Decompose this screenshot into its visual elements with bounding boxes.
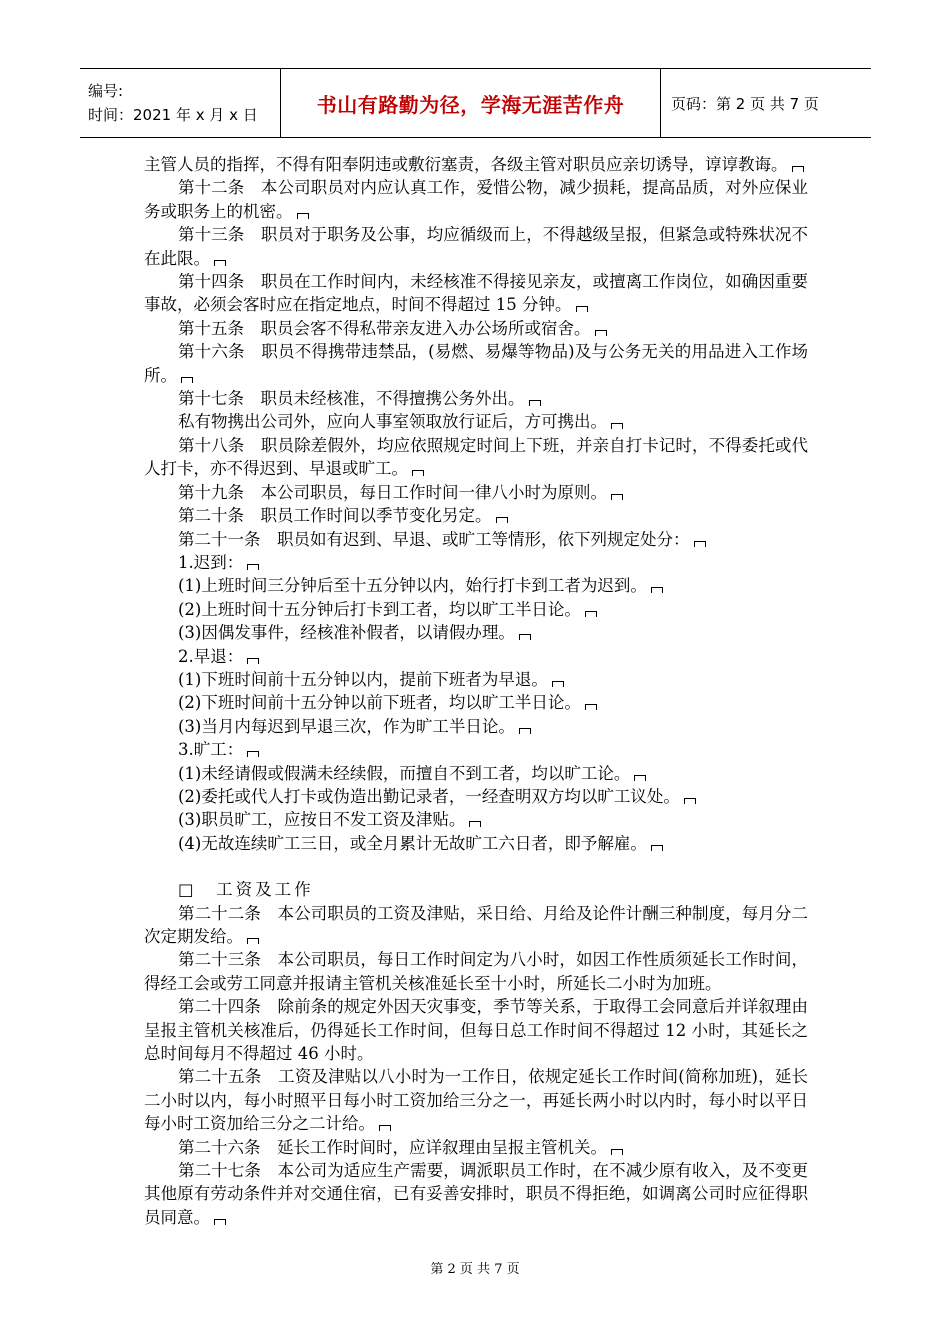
page-footer: 第 2 页 共 7 页 bbox=[430, 1262, 520, 1277]
paragraph-mark-icon bbox=[247, 751, 259, 757]
paragraph-mark-icon bbox=[529, 400, 541, 406]
paragraph-mark-icon bbox=[214, 260, 226, 266]
paragraph-text: 主管人员的指挥，不得有阳奉阴违或敷衍塞责，各级主管对职员应亲切诱导，谆谆教诲。 bbox=[144, 155, 788, 174]
paragraph bbox=[144, 645, 808, 668]
paragraph-mark-icon bbox=[247, 938, 259, 944]
paragraph bbox=[144, 785, 808, 808]
paragraph bbox=[144, 504, 808, 527]
paragraph-text: 第十五条 职员会客不得私带亲友进入办公场所或宿舍。 bbox=[178, 318, 591, 338]
paragraph-mark-icon bbox=[585, 704, 597, 710]
paragraph bbox=[144, 410, 808, 433]
paragraph-text: (4)无故连续旷工三日，或全月累计无故旷工六日者，即予解雇。 bbox=[178, 833, 647, 853]
paragraph-mark-icon bbox=[792, 166, 804, 172]
paragraph bbox=[144, 902, 808, 949]
paragraph-mark-icon bbox=[297, 213, 309, 219]
paragraph bbox=[144, 691, 808, 714]
paragraph-text: (3)因偶发事件，经核准补假者，以请假办理。 bbox=[178, 623, 515, 643]
paragraph-mark-icon bbox=[684, 798, 696, 804]
document-date: 时间：2021 年 x 月 x 日 bbox=[88, 106, 258, 124]
paragraph-mark-icon bbox=[247, 658, 259, 664]
paragraph bbox=[144, 995, 808, 1065]
paragraph bbox=[144, 1159, 808, 1229]
paragraph bbox=[144, 176, 808, 223]
paragraph-mark-icon bbox=[694, 541, 706, 547]
paragraph-mark-icon bbox=[576, 306, 588, 312]
paragraph bbox=[144, 715, 808, 738]
paragraph bbox=[144, 434, 808, 481]
paragraph-text: (1)上班时间三分钟后至十五分钟以内，始行打卡到工者为迟到。 bbox=[178, 576, 647, 596]
paragraph-text: 第二十一条 职员如有迟到、早退、或旷工等情形，依下列规定处分： bbox=[178, 529, 690, 549]
paragraph-mark-icon bbox=[469, 821, 481, 827]
paragraph-text: (3)当月内每迟到早退三次，作为旷工半日论。 bbox=[178, 716, 515, 736]
paragraph-text: 第二十五条 工资及津贴以八小时为一工作日，依规定延长工作时间(简称加班)，延长二小时以内，每小时照平日每小时工资加给三分之一，再延长两小时以内时，每小时以平日每小时工资加给三分之二计给。 bbox=[144, 1067, 808, 1134]
paragraph-text: 第十七条 职员未经核准，不得擅携公务外出。 bbox=[178, 389, 525, 409]
paragraph-text: 1.迟到： bbox=[178, 552, 244, 572]
paragraph bbox=[144, 762, 808, 785]
paragraph-mark-icon bbox=[412, 470, 424, 476]
paragraph-text: 第十八条 职员除差假外，均应依照规定时间上下班，并亲自打卡记时，不得委托或代人打卡，亦不得迟到、早退或旷工。 bbox=[144, 435, 808, 479]
header-motto-cell bbox=[281, 69, 661, 137]
page-header bbox=[80, 68, 871, 138]
paragraph-text: 3.旷工： bbox=[178, 740, 244, 760]
paragraph-text: 第二十条 职员工作时间以季节变化另定。 bbox=[178, 506, 492, 526]
paragraph bbox=[144, 1065, 808, 1135]
paragraph-mark-icon bbox=[651, 845, 663, 851]
paragraph bbox=[144, 551, 808, 574]
section-title: □ 工资及工作 bbox=[178, 880, 314, 900]
paragraph-text: (1)下班时间前十五分钟以内，提前下班者为早退。 bbox=[178, 669, 548, 689]
paragraph-mark-icon bbox=[595, 330, 607, 336]
paragraph-mark-icon bbox=[611, 423, 623, 429]
document-body bbox=[144, 153, 808, 1229]
paragraph bbox=[144, 738, 808, 761]
paragraph-text: 第十四条 职员在工作时间内，未经核准不得接见亲友，或擅离工作岗位，如确因重要事故，必须会客时应在指定地点，时间不得超过 15 分钟。 bbox=[144, 272, 808, 315]
paragraph-text: 第二十三条 本公司职员，每日工作时间定为八小时，如因工作性质须延长工作时间，得经工会或劳工同意并报请主管机关核准延长至十小时，所延长二小时为加班。 bbox=[144, 950, 808, 993]
paragraph bbox=[144, 1136, 808, 1159]
paragraph-mark-icon bbox=[519, 634, 531, 640]
paragraph-text: 第十六条 职员不得携带违禁品，(易燃、易爆等物品)及与公务无关的用品进入工作场所。 bbox=[144, 342, 808, 385]
paragraph-text: (2)上班时间十五分钟后打卡到工者，均以旷工半日论。 bbox=[178, 599, 581, 619]
header-meta bbox=[80, 69, 281, 137]
paragraph-text: 第二十二条 本公司职员的工资及津贴，采日给、月给及论件计酬三种制度，每月分二次定期发给。 bbox=[144, 903, 808, 946]
paragraph bbox=[144, 832, 808, 855]
paragraph-text: (2)下班时间前十五分钟以前下班者，均以旷工半日论。 bbox=[178, 693, 581, 713]
document-number-label: 编号: bbox=[88, 82, 124, 100]
paragraph-mark-icon bbox=[552, 681, 564, 687]
paragraph-text: 第二十四条 除前条的规定外因天灾事变，季节等关系，于取得工会同意后并详叙理由呈报主管机关核准后，仍得延长工作时间，但每日总工作时间不得超过 12 小时，其延长之总时间每月不得超过 46 小时。 bbox=[144, 997, 808, 1064]
paragraph-text: 第二十七条 本公司为适应生产需要，调派职员工作时，在不减少原有收入，及不变更其他原有劳动条件并对交通住宿，已有妥善安排时，职员不得拒绝，如调离公司时应征得职员同意。 bbox=[144, 1161, 808, 1227]
paragraph bbox=[144, 481, 808, 504]
paragraph bbox=[144, 317, 808, 340]
paragraph bbox=[144, 948, 808, 995]
paragraph-mark-icon bbox=[634, 775, 646, 781]
paragraph-mark-icon bbox=[519, 728, 531, 734]
header-page-number: 页码：第 2 页 共 7 页 bbox=[671, 94, 819, 113]
paragraph-mark-icon bbox=[214, 1219, 226, 1225]
paragraph bbox=[144, 621, 808, 644]
paragraph bbox=[144, 340, 808, 387]
paragraph-text: 第十二条 本公司职员对内应认真工作，爱惜公物，减少损耗，提高品质，对外应保业务或职务上的机密。 bbox=[144, 178, 808, 221]
paragraph bbox=[144, 574, 808, 597]
paragraph-text: 私有物携出公司外，应向人事室领取放行证后，方可携出。 bbox=[178, 412, 607, 432]
paragraph bbox=[144, 528, 808, 551]
paragraph-text: 第十九条 本公司职员，每日工作时间一律八小时为原则。 bbox=[178, 482, 607, 502]
paragraph-text: (2)委托或代人打卡或伪造出勤记录者，一经查明双方均以旷工议处。 bbox=[178, 786, 680, 806]
paragraph-text: 2.早退： bbox=[178, 646, 244, 666]
paragraph-mark-icon bbox=[611, 494, 623, 500]
paragraph-mark-icon bbox=[247, 564, 259, 570]
header-motto: 书山有路勤为径，学海无涯苦作舟 bbox=[316, 92, 625, 117]
paragraph-text: 第二十六条 延长工作时间时，应详叙理由呈报主管机关。 bbox=[178, 1137, 607, 1157]
paragraph bbox=[144, 153, 808, 176]
paragraph bbox=[144, 270, 808, 317]
paragraph-mark-icon bbox=[585, 611, 597, 617]
paragraph bbox=[144, 598, 808, 621]
paragraph-mark-icon bbox=[181, 377, 193, 383]
paragraph-mark-icon bbox=[651, 587, 663, 593]
paragraph-mark-icon bbox=[496, 517, 508, 523]
paragraph-text: 第十三条 职员对于职务及公事，均应循级而上，不得越级呈报，但紧急或特殊状况不在此限。 bbox=[144, 225, 808, 268]
header-page-cell bbox=[661, 69, 871, 137]
paragraph-mark-icon bbox=[611, 1149, 623, 1155]
paragraph-text: (3)职员旷工，应按日不发工资及津贴。 bbox=[178, 810, 466, 830]
paragraph-mark-icon bbox=[379, 1125, 391, 1131]
paragraph bbox=[144, 387, 808, 410]
section-gap bbox=[144, 855, 808, 878]
paragraph bbox=[144, 223, 808, 270]
paragraph-text: (1)未经请假或假满未经续假，而擅自不到工者，均以旷工论。 bbox=[178, 763, 631, 783]
paragraph bbox=[144, 668, 808, 691]
paragraph bbox=[144, 808, 808, 831]
